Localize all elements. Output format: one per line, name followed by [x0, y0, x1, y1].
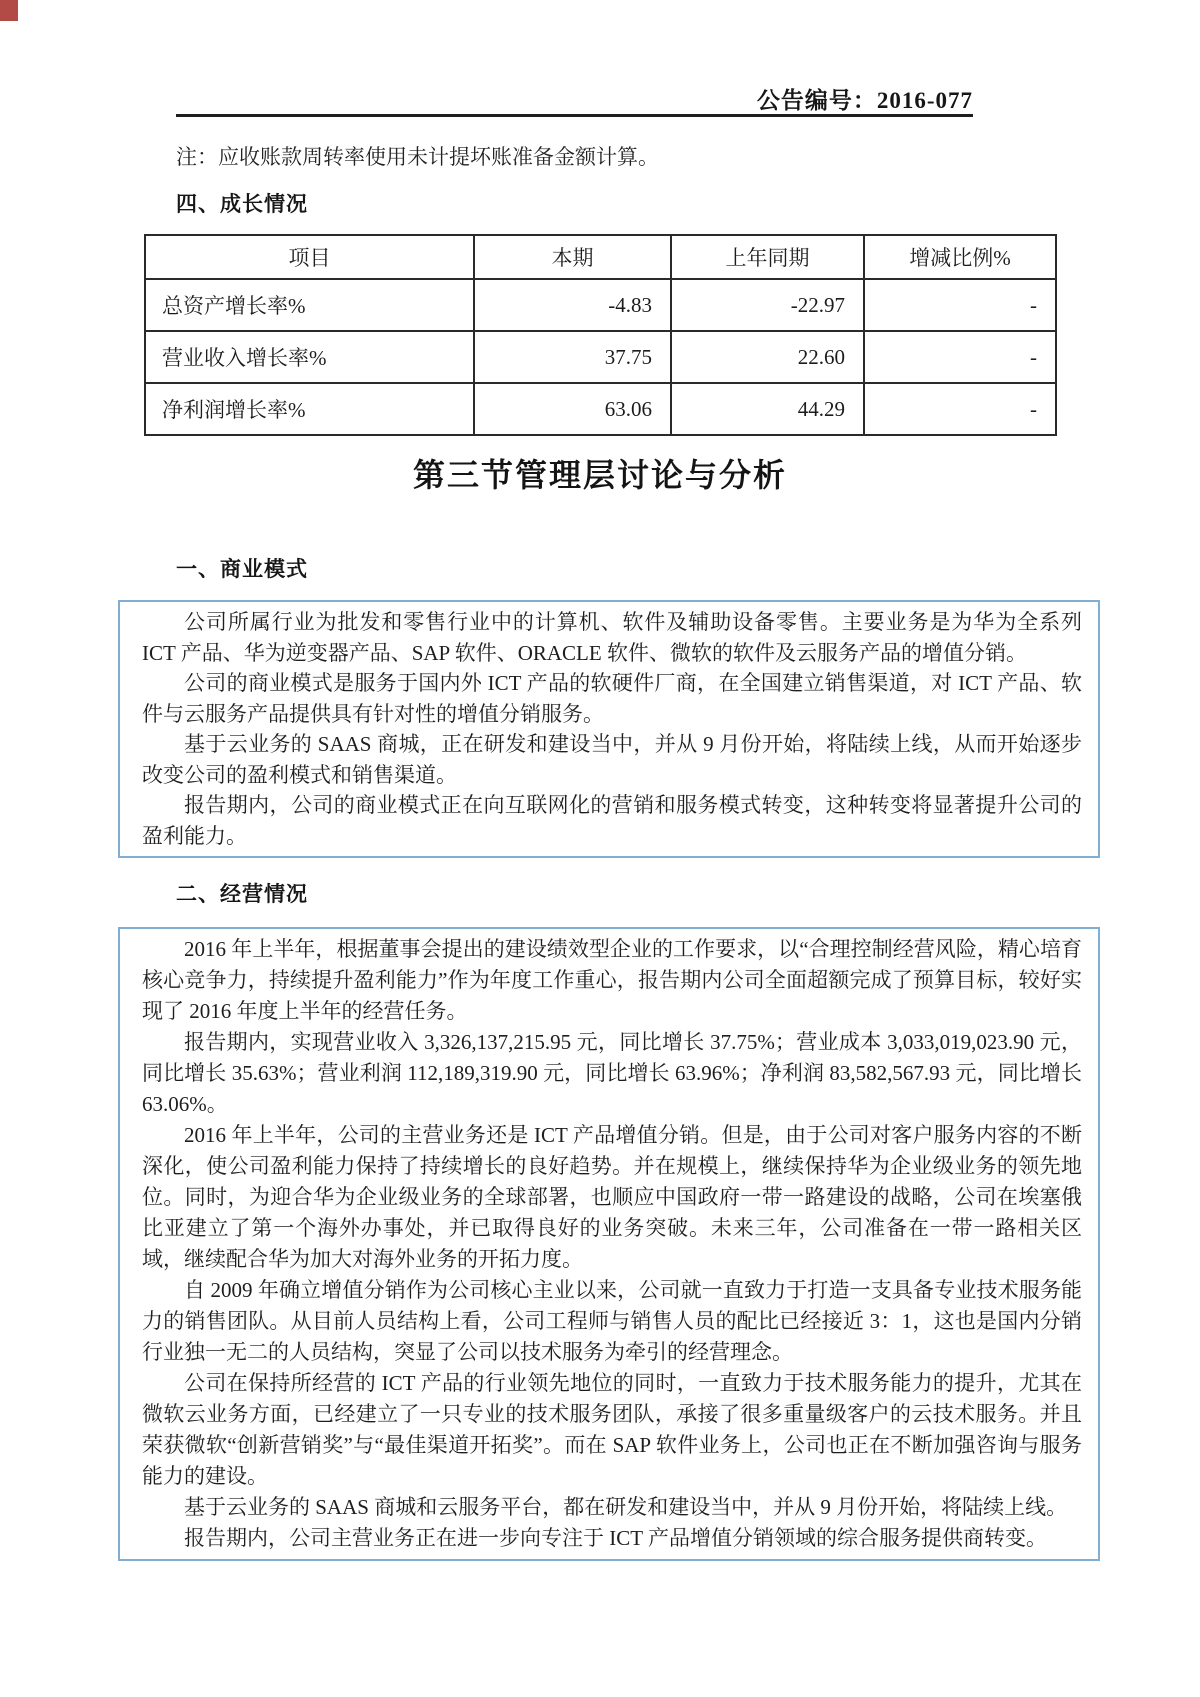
operations-box [118, 927, 1100, 1561]
chapter-title: 第三节管理层讨论与分析 [412, 457, 787, 493]
col-header-current: 本期 [474, 235, 671, 279]
cell-current: -4.83 [474, 279, 671, 331]
announcement-number: 公告编号：2016-077 [756, 88, 973, 113]
cell-current: 37.75 [474, 331, 671, 383]
cell-prior: -22.97 [671, 279, 864, 331]
table-row [145, 383, 1056, 435]
growth-table [144, 234, 1057, 436]
footnote-text: 注：应收账款周转率使用未计提坏账准备金额计算。 [176, 145, 659, 169]
red-corner-mark [0, 0, 18, 21]
table-row [145, 331, 1056, 383]
cell-prior: 22.60 [671, 331, 864, 383]
operations-heading: 二、经营情况 [176, 883, 308, 906]
cell-change: - [864, 279, 1056, 331]
paragraph: 2016 年上半年，公司的主营业务还是 ICT 产品增值分销。但是，由于公司对客户服务内容的不断深化，使公司盈利能力保持了持续增长的良好趋势。并在规模上，继续保持华为企业级业务的领先地位。同时，为迎合华为企业级业务的全球部署，也顺应中国政府一带一路建设的战略，公司在埃塞俄比亚建立了第一个海外办事处，并已取得良好的业务突破。未来三年，公司准备在一带一路相关区域，继续配合华为加大对海外业务的开拓力度。 [142, 1123, 1082, 1271]
growth-table-header-row [145, 235, 1056, 279]
header-divider [176, 114, 973, 117]
business-model-heading: 一、商业模式 [176, 558, 308, 581]
paragraph: 2016 年上半年，根据董事会提出的建设绩效型企业的工作要求，以“合理控制经营风险，精心培育核心竞争力，持续提升盈利能力”作为年度工作重心，报告期内公司全面超额完成了预算目标，较好实现了 2016 年度上半年的经营任务。 [142, 937, 1082, 1023]
growth-section-heading: 四、成长情况 [176, 193, 308, 216]
table-row [145, 279, 1056, 331]
cell-current: 63.06 [474, 383, 671, 435]
paragraph: 报告期内，公司的商业模式正在向互联网化的营销和服务模式转变，这种转变将显著提升公司的盈利能力。 [142, 793, 1082, 848]
paragraph: 公司所属行业为批发和零售行业中的计算机、软件及辅助设备零售。主要业务是为华为全系列 ICT 产品、华为逆变器产品、SAP 软件、ORACLE 软件、微软的软件及云服务产品的增值分销。 [142, 610, 1082, 665]
paragraph: 报告期内，公司主营业务正在进一步向专注于 ICT 产品增值分销领域的综合服务提供商转变。 [184, 1526, 1047, 1550]
cell-item: 总资产增长率% [145, 279, 474, 331]
cell-change: - [864, 331, 1056, 383]
col-header-prior: 上年同期 [671, 235, 864, 279]
paragraph: 报告期内，实现营业收入 3,326,137,215.95 元，同比增长 37.75%；营业成本 3,033,019,023.90 元，同比增长 35.63%；营业利润 112,189,319.90 元，同比增长 63.96%；净利润 83,582,567.93 元，同比增长 63.06%。 [142, 1030, 1082, 1116]
paragraph: 自 2009 年确立增值分销作为公司核心主业以来，公司就一直致力于打造一支具备专业技术服务能力的销售团队。从目前人员结构上看，公司工程师与销售人员的配比已经接近 3：1，这也是国内分销行业独一无二的人员结构，突显了公司以技术服务为牵引的经营理念。 [142, 1278, 1082, 1364]
cell-item: 净利润增长率% [145, 383, 474, 435]
col-header-item: 项目 [145, 235, 474, 279]
cell-change: - [864, 383, 1056, 435]
paragraph: 公司在保持所经营的 ICT 产品的行业领先地位的同时，一直致力于技术服务能力的提升，尤其在微软云业务方面，已经建立了一只专业的技术服务团队，承接了很多重量级客户的云技术服务。并且荣获微软“创新营销奖”与“最佳渠道开拓奖”。而在 SAP 软件业务上，公司也正在不断加强咨询与服务能力的建设。 [142, 1371, 1082, 1488]
paragraph: 基于云业务的 SAAS 商城和云服务平台，都在研发和建设当中，并从 9 月份开始，将陆续上线。 [184, 1495, 1068, 1519]
paragraph: 基于云业务的 SAAS 商城，正在研发和建设当中，并从 9 月份开始，将陆续上线，从而开始逐步改变公司的盈利模式和销售渠道。 [142, 732, 1082, 787]
paragraph: 公司的商业模式是服务于国内外 ICT 产品的软硬件厂商，在全国建立销售渠道，对 ICT 产品、软件与云服务产品提供具有针对性的增值分销服务。 [142, 671, 1082, 726]
cell-item: 营业收入增长率% [145, 331, 474, 383]
business-model-box [118, 600, 1100, 858]
cell-prior: 44.29 [671, 383, 864, 435]
col-header-change: 增减比例% [864, 235, 1056, 279]
